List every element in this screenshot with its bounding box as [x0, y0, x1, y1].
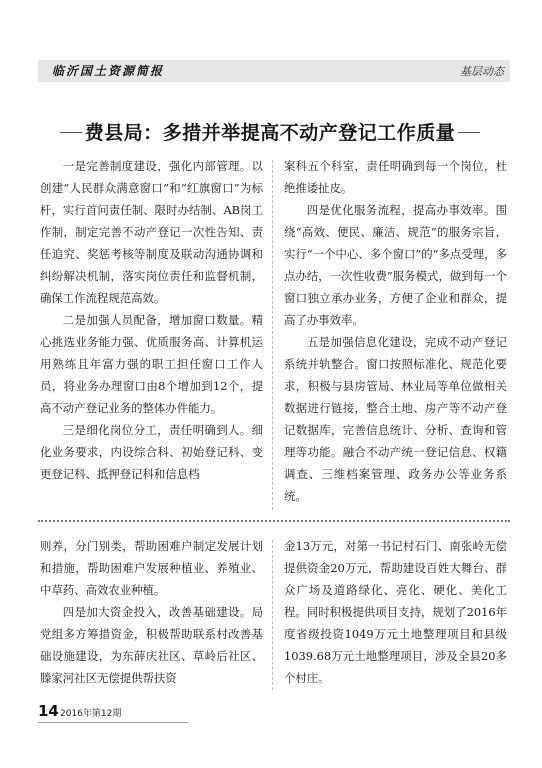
paragraph: 案科五个科室，责任明确到每一个岗位，杜绝推诿扯皮。: [284, 159, 507, 195]
article-column-2: [284, 155, 507, 507]
article-title: 费县局：多措并举提高不动产登记工作质量: [84, 122, 456, 144]
article-title-block: [60, 118, 480, 148]
section-label: 基层动态: [460, 65, 504, 78]
lower-column-2: [284, 535, 507, 689]
paragraph: 四是加大资金投入，改善基础建设。局党组多方筹措资金，积极帮助联系村改善基础设施建设，为东薛庆社区、草岭后社区、滕家河社区无偿提供帮扶资: [40, 605, 263, 685]
column-divider: [272, 540, 273, 690]
footer-rule: [38, 722, 188, 723]
dotted-separator: [38, 520, 510, 522]
paragraph: 三是细化岗位分工，责任明确到人。细化业务要求，内设综合科、初始登记科、变更登记科、抵押登记科和信息档: [40, 423, 263, 481]
column-divider: [272, 160, 273, 510]
article-column-1: [40, 155, 263, 485]
paragraph: 二是加强人员配备，增加窗口数量。精心挑选业务能力强、优质服务高、计算机运用熟练且年富力强的职工担任窗口工作人员，将业务办理窗口由8个增加到12个，提高不动产登记业务的整体办件能力。: [40, 313, 263, 415]
paragraph: 一是完善制度建设，强化内部管理。以创建“人民群众满意窗口”和“红旗窗口”为标杆，实行首问责任制、限时办结制、AB岗工作制，制定完善不动产登记一次性告知、责任追究、奖惩考核等制度及联动沟通协调和纠纷解决机制，落实岗位责任和监督机制，确保工作流程规范高效。: [40, 159, 263, 305]
issue-label: 2016年第12期: [60, 709, 122, 719]
paragraph: 四是优化服务流程，提高办事效率。围绕“高效、便民、廉洁、规范”的服务宗旨，实行“一个中心、多个窗口”的“多点受理，多点办结，一次性收费”服务模式，做到每一个窗口独立承办业务，方便了企业和群众，提高了办事效率。: [284, 203, 507, 327]
publication-name: 临沂国土资源简报: [52, 64, 165, 78]
page-number: 14: [38, 702, 59, 720]
paragraph: 则养，分门别类，帮助困难户制定发展计划和措施，帮助困难户发展种植业、养殖业、中草药、高效农业种植。: [40, 539, 263, 597]
paragraph: 五是加强信息化建设，完成不动产登记系统并轨整合。窗口按照标准化、规范化要求，积极与县房管局、林业局等单位做相关数据进行链接，整合土地、房产等不动产登记数据库，完善信息统计、分析、查询和管理等功能。融合不动产统一登记信息、权籍调查、三维档案管理、政务办公等业务系统。: [284, 335, 507, 503]
paragraph: 金13万元，对第一书记村石门、南张岭无偿提供资金20万元，帮助建设百姓大舞台、群众广场及道路绿化、亮化、硬化、美化工程。同时积极提供项目支持，规划了2016年度省级投资1049万元土地整理项目和县级1039.68万元土地整理项目，涉及全县20多个村庄。: [284, 539, 507, 685]
lower-column-1: [40, 535, 263, 689]
title-rule-right: [458, 132, 480, 133]
